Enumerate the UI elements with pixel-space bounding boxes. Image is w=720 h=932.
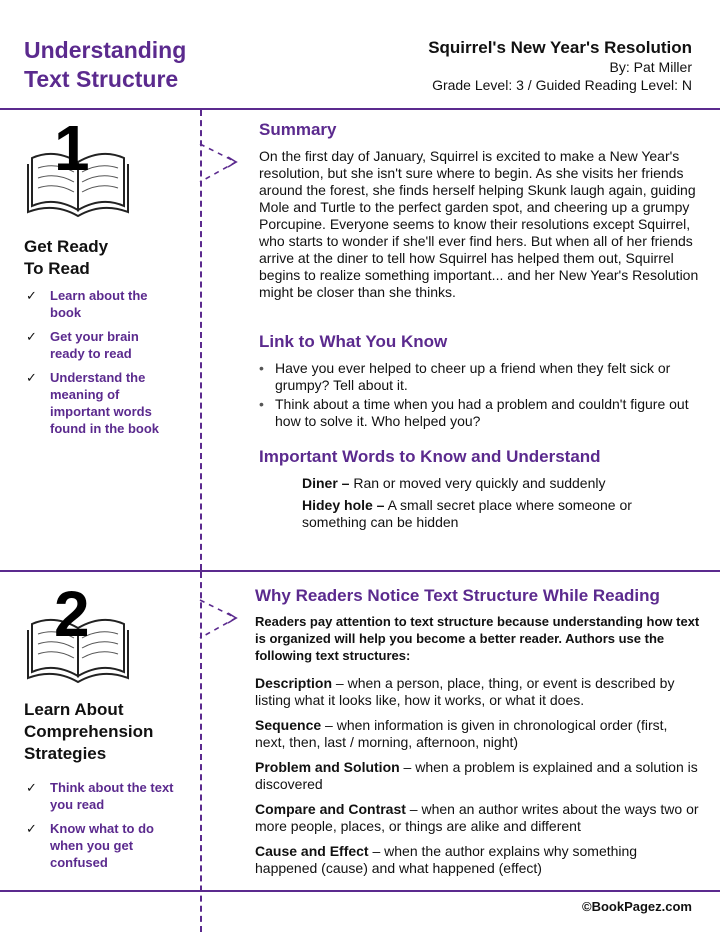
book-info	[428, 38, 692, 94]
footer-rule	[0, 890, 720, 892]
link-list	[259, 360, 704, 432]
checklist-text: Understand the meaning of important words found in the book	[50, 370, 160, 436]
copyright: ©BookPagez.com	[582, 899, 692, 914]
step-number: 1	[54, 112, 90, 184]
structure-term: Problem and Solution	[255, 759, 400, 775]
step2-checklist	[24, 779, 189, 878]
word-term: Hidey hole –	[302, 497, 385, 513]
checkmark-icon: ✓	[26, 780, 37, 795]
step1-heading-line2: To Read	[24, 259, 90, 278]
step1-heading-line1: Get Ready	[24, 237, 109, 256]
summary-heading: Summary	[259, 120, 337, 139]
step2-heading-line1: Learn About	[24, 700, 124, 719]
list-item: • Have you ever helped to cheer up a friend when they felt sick or grumpy? Tell about it.	[259, 360, 704, 394]
checklist-text: Know what to do when you get confused	[50, 821, 154, 870]
open-book-icon	[24, 578, 134, 684]
structure-definition: – when the author explains why something happened (cause) and what happened (effect)	[255, 843, 638, 876]
step2-heading	[24, 699, 153, 765]
word-definition	[302, 497, 697, 531]
checklist-text: Get your brain ready to read	[50, 329, 139, 361]
page-title	[24, 36, 186, 94]
header-rule	[0, 108, 720, 110]
checkmark-icon: ✓	[26, 370, 37, 385]
word-definition	[302, 475, 697, 492]
structure-term: Sequence	[255, 717, 322, 733]
checklist-text: Learn about the book	[50, 288, 148, 320]
text-structure-item	[255, 801, 700, 835]
structure-term: Description	[255, 675, 333, 691]
checklist-item	[24, 287, 174, 321]
why-heading: Why Readers Notice Text Structure While Reading	[255, 586, 660, 605]
why-intro: Readers pay attention to text structure because understanding how text is organized will help you become a better reader. Authors use the following text structures:	[255, 614, 700, 663]
step-number: 2	[54, 578, 90, 650]
step2-heading-line2: Comprehension	[24, 722, 154, 741]
words-list	[302, 475, 697, 536]
text-structure-item	[255, 843, 700, 877]
checklist-item	[24, 328, 174, 362]
list-item: • Think about a time when you had a problem and couldn't figure out how to solve it. Who helped you?	[259, 396, 704, 430]
structure-definition: – when a problem is explained and a solution is discovered	[255, 759, 698, 792]
arrow-icon	[198, 596, 242, 646]
structure-definition: – when an author writes about the ways two or more people, places, or things are alike and different	[255, 801, 699, 834]
book-levels: Grade Level: 3 / Guided Reading Level: N	[432, 77, 692, 93]
word-meaning: A small secret place where someone or something can be hidden	[302, 497, 632, 530]
title-line-2: Text Structure	[24, 66, 179, 92]
structure-definition: – when a person, place, thing, or event is described by listing what it looks like, how it works, or what it does.	[255, 675, 675, 708]
structure-definition: – when information is given in chronological order (first, next, then, last / morning, afternoon, night)	[255, 717, 668, 750]
checkmark-icon: ✓	[26, 821, 37, 836]
open-book-icon	[24, 112, 134, 218]
word-term: Diner –	[302, 475, 350, 491]
structure-term: Compare and Contrast	[255, 801, 406, 817]
text-structure-item	[255, 675, 700, 709]
text-structure-item	[255, 717, 700, 751]
step1-checklist	[24, 287, 174, 444]
arrow-icon	[198, 140, 242, 190]
word-meaning: Ran or moved very quickly and suddenly	[349, 475, 606, 491]
checklist-item	[24, 779, 189, 813]
step2-heading-line3: Strategies	[24, 744, 107, 763]
book-author: By: Pat Miller	[609, 59, 692, 75]
structure-term: Cause and Effect	[255, 843, 369, 859]
title-line-1: Understanding	[24, 37, 187, 63]
book-title: Squirrel's New Year's Resolution	[428, 38, 692, 57]
section-rule	[0, 570, 720, 572]
step1-heading	[24, 236, 108, 280]
checkmark-icon: ✓	[26, 329, 37, 344]
checkmark-icon: ✓	[26, 288, 37, 303]
checklist-item	[24, 820, 189, 871]
summary-text: On the first day of January, Squirrel is excited to make a New Year's resolution, but she isn't sure where to begin. As she visits her friends around the forest, she finds herself helping Skunk laugh again, guiding Mole and Turtle to the perfect garden spot, and cheering up a grumpy Porcupine. Everyone seems to know their resolutions except Squirrel, who starts to wonder if she'll ever find hers. But when all of her friends arrive at the diner to tell how Squirrel has helped them out, Squirrel begins to realize something important... and her New Year's Resolution might be closer than she thinks.	[259, 148, 699, 300]
checklist-item	[24, 369, 174, 437]
checklist-text: Think about the text you read	[50, 780, 174, 812]
link-heading: Link to What You Know	[259, 332, 448, 351]
text-structure-list	[255, 675, 700, 885]
text-structure-item	[255, 759, 700, 793]
words-heading: Important Words to Know and Understand	[259, 447, 601, 466]
